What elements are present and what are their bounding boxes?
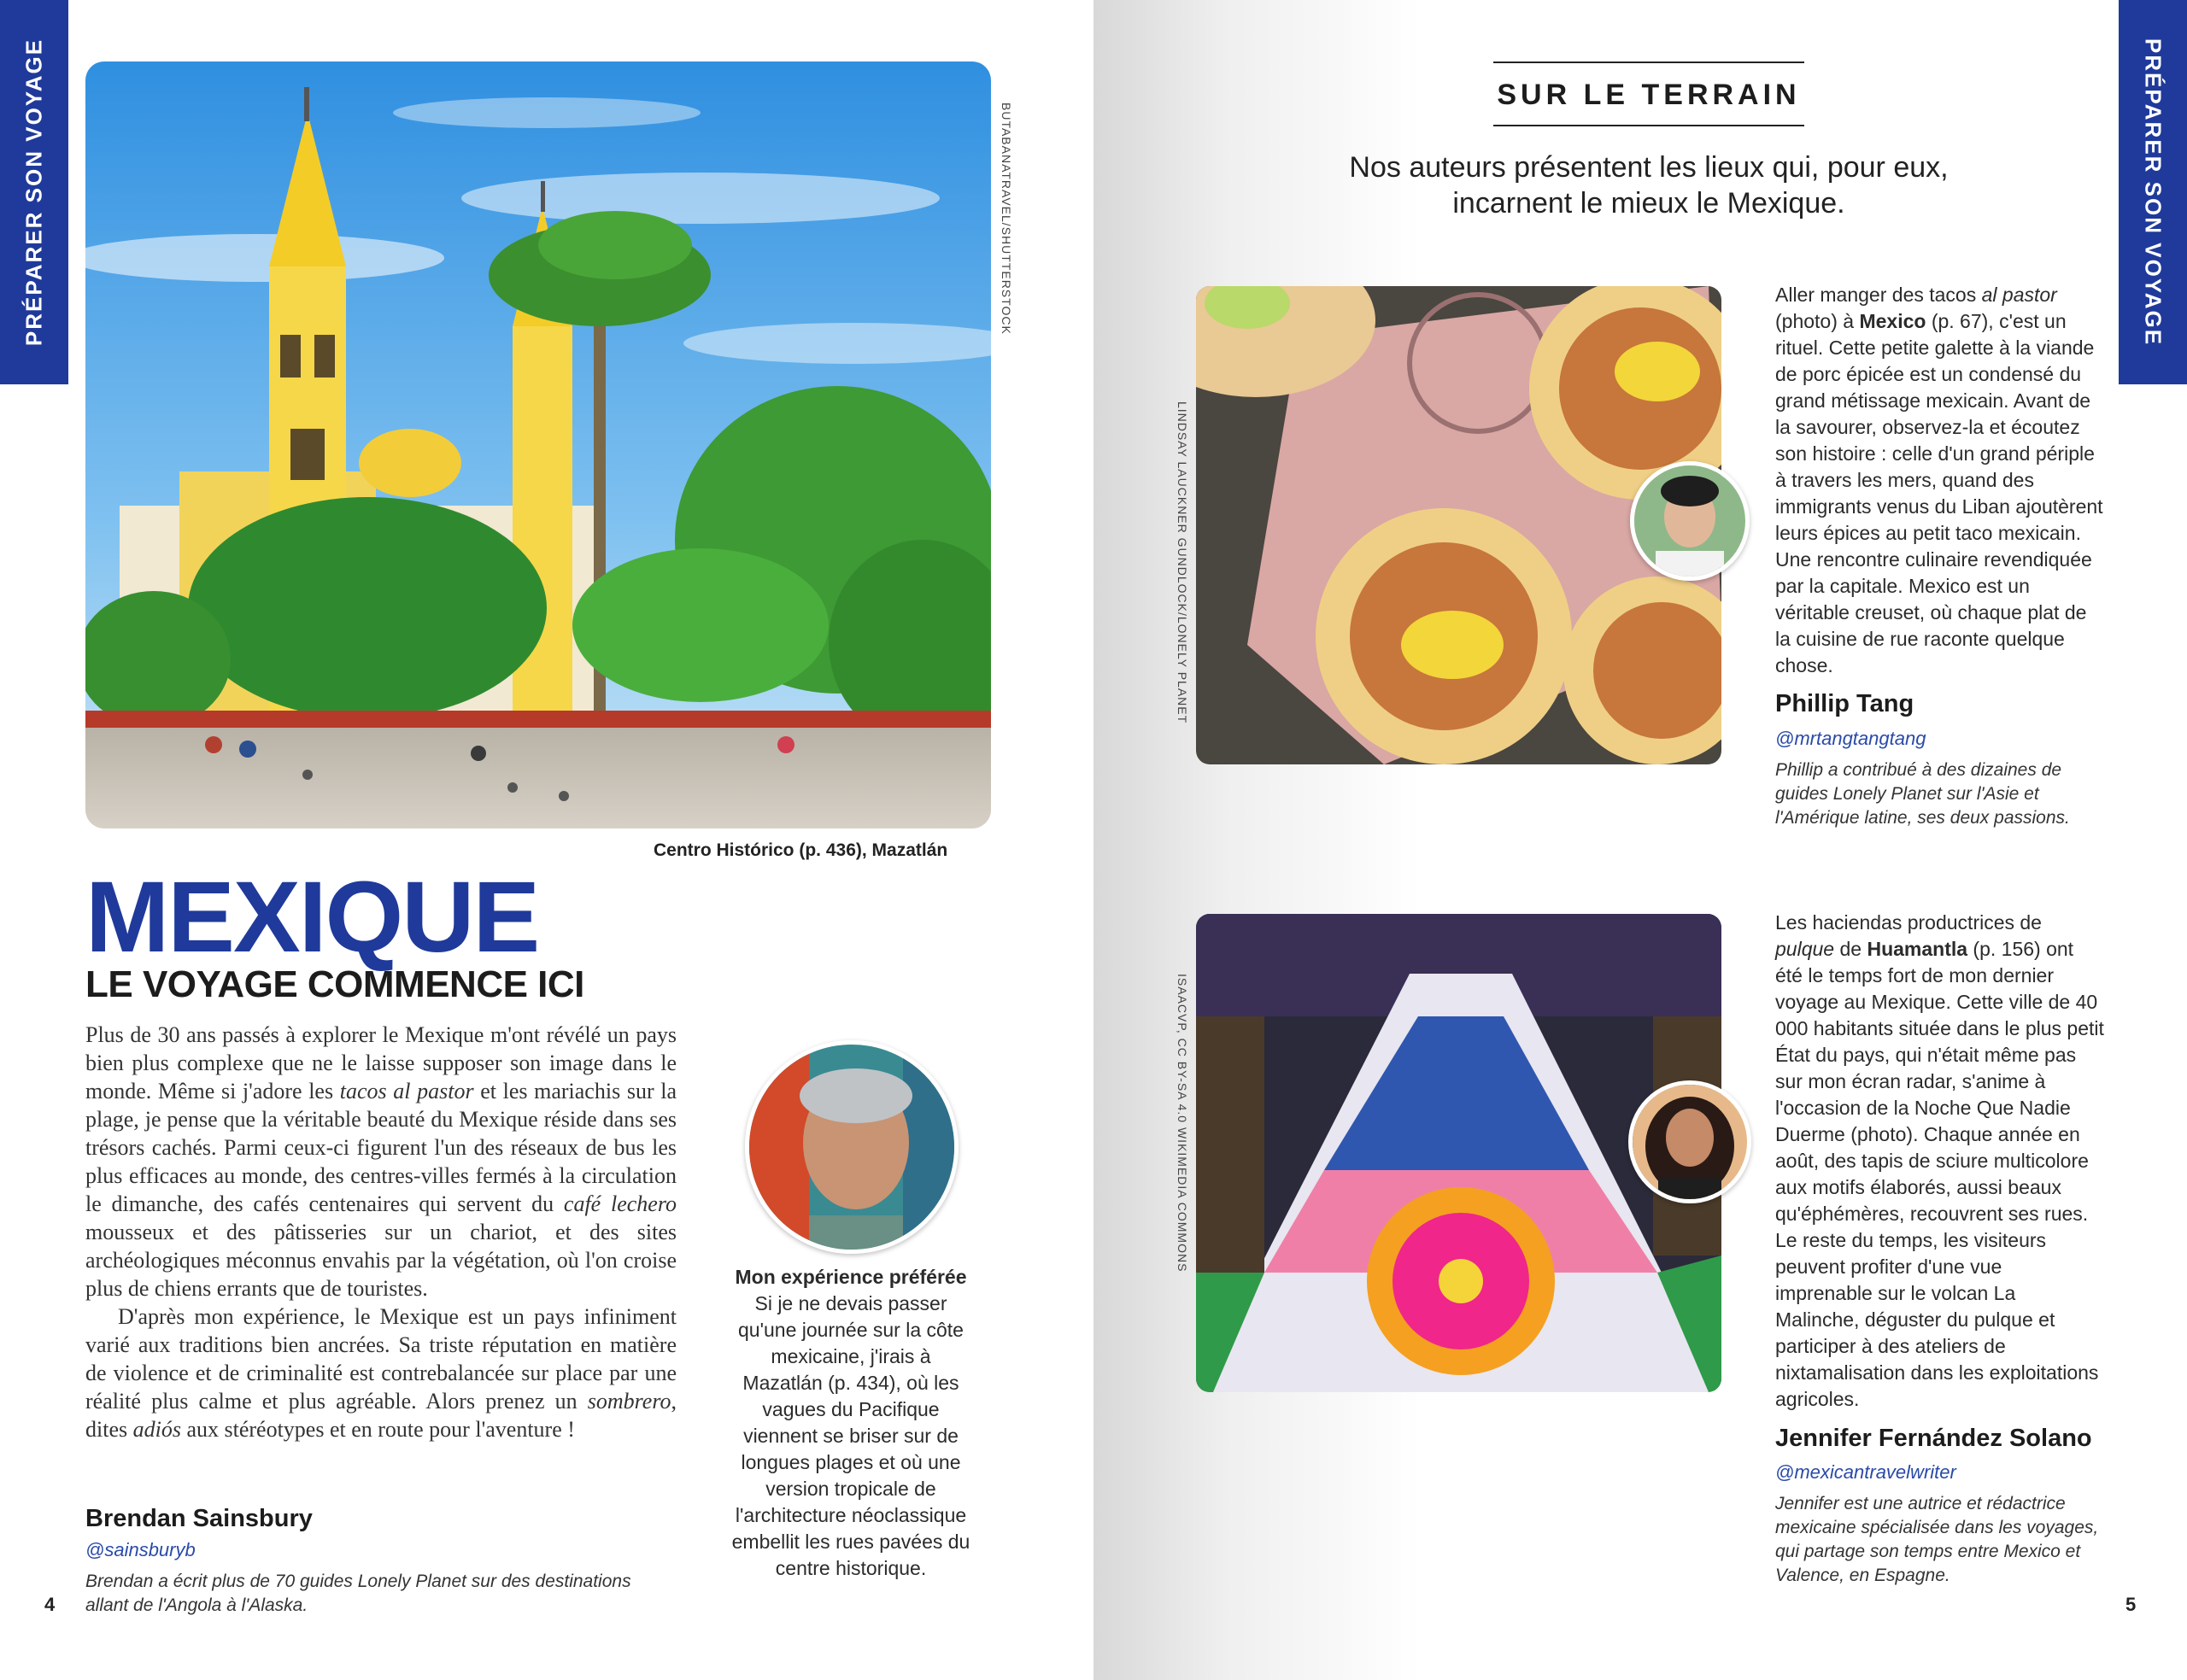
section-tab-right <box>2119 0 2187 384</box>
section-rule-bottom <box>1493 125 1804 126</box>
portrait-illustration <box>1634 465 1745 577</box>
intro-paragraph: D'après mon expérience, le Mexique est un pays infiniment varié aux traditions bien ancrées. Sa triste réputation en matière de violence et de criminalité est contrebalancée sur place par une réalité plus calme et plus agréable. Alors prenez un sombrero, dites adiós aux stéréotypes et en route pour l'aventure ! <box>85 1304 677 1442</box>
author-bio: Jennifer est une autrice et rédactrice mexicaine spécialisée dans les voyages, qui partage son temps entre Mexico et Valence, en Espagne. <box>1775 1494 2099 1585</box>
portrait-illustration <box>1633 1085 1747 1199</box>
photo-credit: LINDSAY LAUCKNER GUNDLOCK/LONELY PLANET <box>1176 401 1189 724</box>
photo-credit: ISAACVP, CC BY-SA 4.0 WIKIMEDIA COMMONS <box>1176 974 1189 1273</box>
entry-text: Les haciendas productrices de pulque de Huamantla (p. 156) ont été le temps fort de mon dernier voyage au Mexique. Cette ville de 40 000 habitants située dans le plus petit État du pays, qui n'était même pas sur mon écran radar, s'anime à l'occasion de la Noche Que Nadie Duerme (photo). Chaque année en août, des tapis de sciure multicolore aux motifs élaborés, aussi beaux qu'éphémères, recouvrent ses rues. Le reste du temps, les visiteurs peuvent profiter d'une vue imprenable sur le volcan La Malinche, déguster du pulque et participer à des ateliers de nixtamalisation dans les exploitations agricoles. <box>1775 911 2104 1410</box>
intro-paragraph: Plus de 30 ans passés à explorer le Mexique m'ont révélé un pays bien plus complexe que ne le laisse supposer son image dans le monde. Même si j'adore les tacos al pastor et les mariachis sur la plage, je pense que la véritable beauté du Mexique réside dans ses trésors cachés. Parmi ceux-ci figurent l'un des réseaux de bus les plus efficaces au monde, des centres-villes fermés à la circulation le dimanche, des cafés centenaires qui servent du café lechero mousseux et des pâtisseries sur un chariot, et des sites archéologiques méconnus envahis par la végétation, où l'on croise plus de chiens errants que de touristes. <box>85 1022 677 1301</box>
favourite-label: Mon expérience préférée <box>735 1266 967 1288</box>
section-tab-label: PRÉPARER SON VOYAGE <box>2140 38 2166 347</box>
page-subtitle: LE VOYAGE COMMENCE ICI <box>85 963 584 1005</box>
section-rule-top <box>1493 61 1804 63</box>
author-handle[interactable]: @mexicantravelwriter <box>1775 1461 1956 1483</box>
author-avatar <box>745 1040 959 1254</box>
portrait-illustration <box>749 1045 954 1250</box>
photo-credit: BUTABANATRAVEL/SHUTTERSTOCK <box>1000 102 1013 335</box>
cathedral-illustration <box>85 61 991 828</box>
favourite-experience <box>731 1264 970 1582</box>
mazatlan-cathedral-photo <box>85 61 991 828</box>
author-handle[interactable]: @mrtangtangtang <box>1775 728 1926 749</box>
section-title: SUR LE TERRAIN <box>1497 79 1801 111</box>
author-bio: Brendan a écrit plus de 70 guides Lonely Planet sur des destinations allant de l'Angola à l'Alaska. <box>85 1572 631 1615</box>
intro-text <box>85 1021 677 1443</box>
author-name: Jennifer Fernández Solano <box>1775 1425 2092 1452</box>
section-tab-left <box>0 0 68 384</box>
page-number-left: 4 <box>44 1594 56 1615</box>
author-bio: Phillip a contribué à des dizaines de guides Lonely Planet sur l'Asie et l'Amérique latine, ses deux passions. <box>1775 760 2070 828</box>
favourite-text: Si je ne devais passer qu'une journée sur la côte mexicaine, j'irais à Mazatlán (p. 434), où les vagues du Pacifique viennent se briser sur de longues plages et où une version tropicale de l'architecture néoclassique embellit les rues pavées du centre historique. <box>731 1292 970 1579</box>
section-intro: Nos auteurs présentent les lieux qui, pour eux, incarnent le mieux le Mexique. <box>1349 151 1949 220</box>
entry-text: Aller manger des tacos al pastor (photo) à Mexico (p. 67), c'est un rituel. Cette petite galette à la viande de porc épicée est un condensé du grand métissage mexicain. Avant de la savourer, observez-la et écoutez son histoire : celle d'un grand périple à travers les mers, quand des immigrants venus du Liban ajoutèrent leurs épices au petit taco mexicain. Une rencontre culinaire revendiquée par la capitale. Mexico est un véritable creuset, où chaque plat de la cuisine de rue raconte quelque chose. <box>1775 284 2103 676</box>
page-number-right: 5 <box>2125 1594 2137 1615</box>
author-name: Brendan Sainsbury <box>85 1505 313 1532</box>
author-name: Phillip Tang <box>1775 690 1914 717</box>
author-handle[interactable]: @sainsburyb <box>85 1539 196 1560</box>
page-title: MEXIQUE <box>85 861 539 974</box>
photo-caption: Centro Histórico (p. 436), Mazatlán <box>654 840 948 860</box>
section-tab-label: PRÉPARER SON VOYAGE <box>21 38 47 347</box>
author-avatar <box>1628 1080 1751 1203</box>
author-avatar <box>1630 461 1750 581</box>
